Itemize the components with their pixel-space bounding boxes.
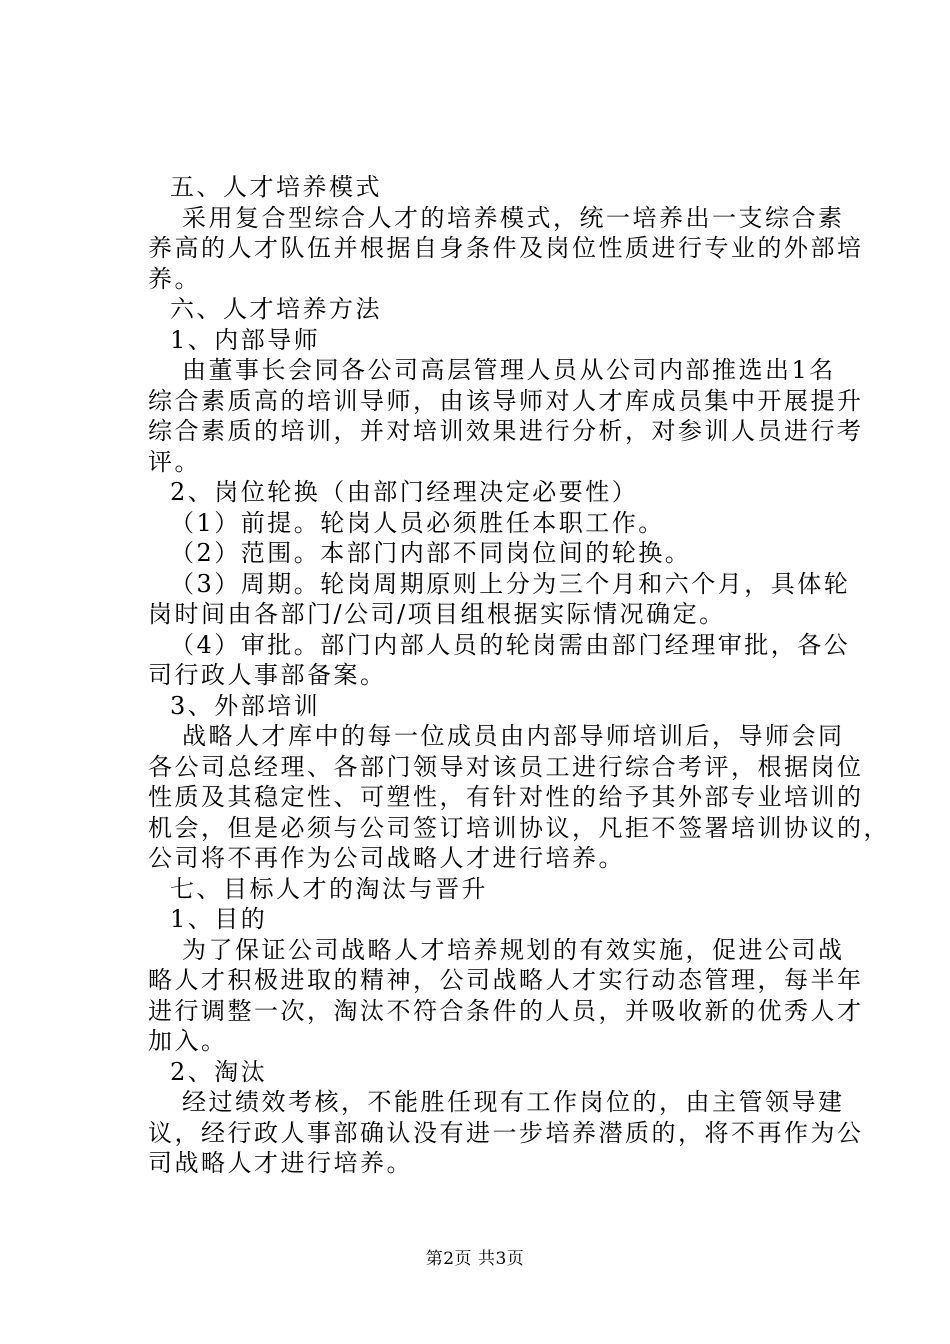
page-number-footer: 第2页 共3页 [425, 1249, 525, 1269]
paragraph-line: 各公司总经理、各部门领导对该员工进行综合考评，根据岗位 [148, 752, 864, 781]
paragraph-line: 司战略人才进行培养。 [148, 1149, 413, 1177]
paragraph-line: 岗时间由各部门/公司/项目组根据实际情况确定。 [148, 600, 726, 628]
list-item: （2）范围。本部门内部不同岗位间的轮换。 [170, 539, 692, 567]
list-item: （3）周期。轮岗周期原则上分为三个月和六个月，具体轮 [170, 569, 851, 598]
paragraph-line: 综合素质的培训，并对培训效果进行分析，对参训人员进行考 [148, 417, 864, 445]
paragraph-line: 加入。 [148, 1027, 228, 1055]
paragraph-line: 议，经行政人事部确认没有进一步培养潜质的，将不再作为公 [148, 1118, 864, 1147]
paragraph-line: 略人才积极进取的精神，公司战略人才实行动态管理，每半年 [148, 966, 864, 994]
section-heading: 六、人才培养方法 [170, 295, 382, 323]
paragraph-line: 综合素质高的培训导师，由该导师对人才库成员集中开展提升 [148, 386, 864, 415]
subsection-heading: 1、内部导师 [170, 325, 321, 354]
paragraph-line: 由董事长会同各公司高层管理人员从公司内部推选出1名 [182, 356, 836, 384]
paragraph-line: 性质及其稳定性、可塑性，有针对性的给予其外部专业培训的 [148, 783, 864, 811]
subsection-heading: 3、外部培训 [170, 691, 321, 720]
paragraph-line: 采用复合型综合人才的培养模式，统一培养出一支综合素 [182, 203, 845, 232]
document-body [148, 172, 890, 1179]
paragraph-line: 评。 [148, 447, 201, 476]
subsection-heading: 2、岗位轮换（由部门经理决定必要性） [170, 478, 639, 506]
paragraph-line: 战略人才库中的每一位成员由内部导师培训后，导师会同 [182, 722, 845, 750]
paragraph-line: 经过绩效考核，不能胜任现有工作岗位的，由主管领导建 [182, 1088, 845, 1116]
paragraph-line: 机会，但是必须与公司签订培训协议，凡拒不签署培训协议的， [148, 813, 890, 842]
section-heading: 七、目标人才的淘汰与晋升 [170, 874, 488, 903]
section-heading: 五、人才培养模式 [170, 173, 382, 201]
paragraph-line: 为了保证公司战略人才培养规划的有效实施，促进公司战 [182, 935, 845, 964]
paragraph-line: 司行政人事部备案。 [148, 661, 387, 689]
list-item: （4）审批。部门内部人员的轮岗需由部门经理审批，各公 [170, 630, 851, 659]
paragraph-line: 进行调整一次，淘汰不符合条件的人员，并吸收新的优秀人才 [148, 996, 864, 1025]
subsection-heading: 1、目的 [170, 905, 268, 933]
paragraph-line: 公司将不再作为公司战略人才进行培养。 [148, 844, 625, 872]
list-item: （1）前提。轮岗人员必须胜任本职工作。 [170, 508, 665, 537]
paragraph-line: 养。 [148, 264, 201, 293]
paragraph-line: 养高的人才队伍并根据自身条件及岗位性质进行专业的外部培 [148, 234, 864, 262]
subsection-heading: 2、淘汰 [170, 1057, 268, 1086]
